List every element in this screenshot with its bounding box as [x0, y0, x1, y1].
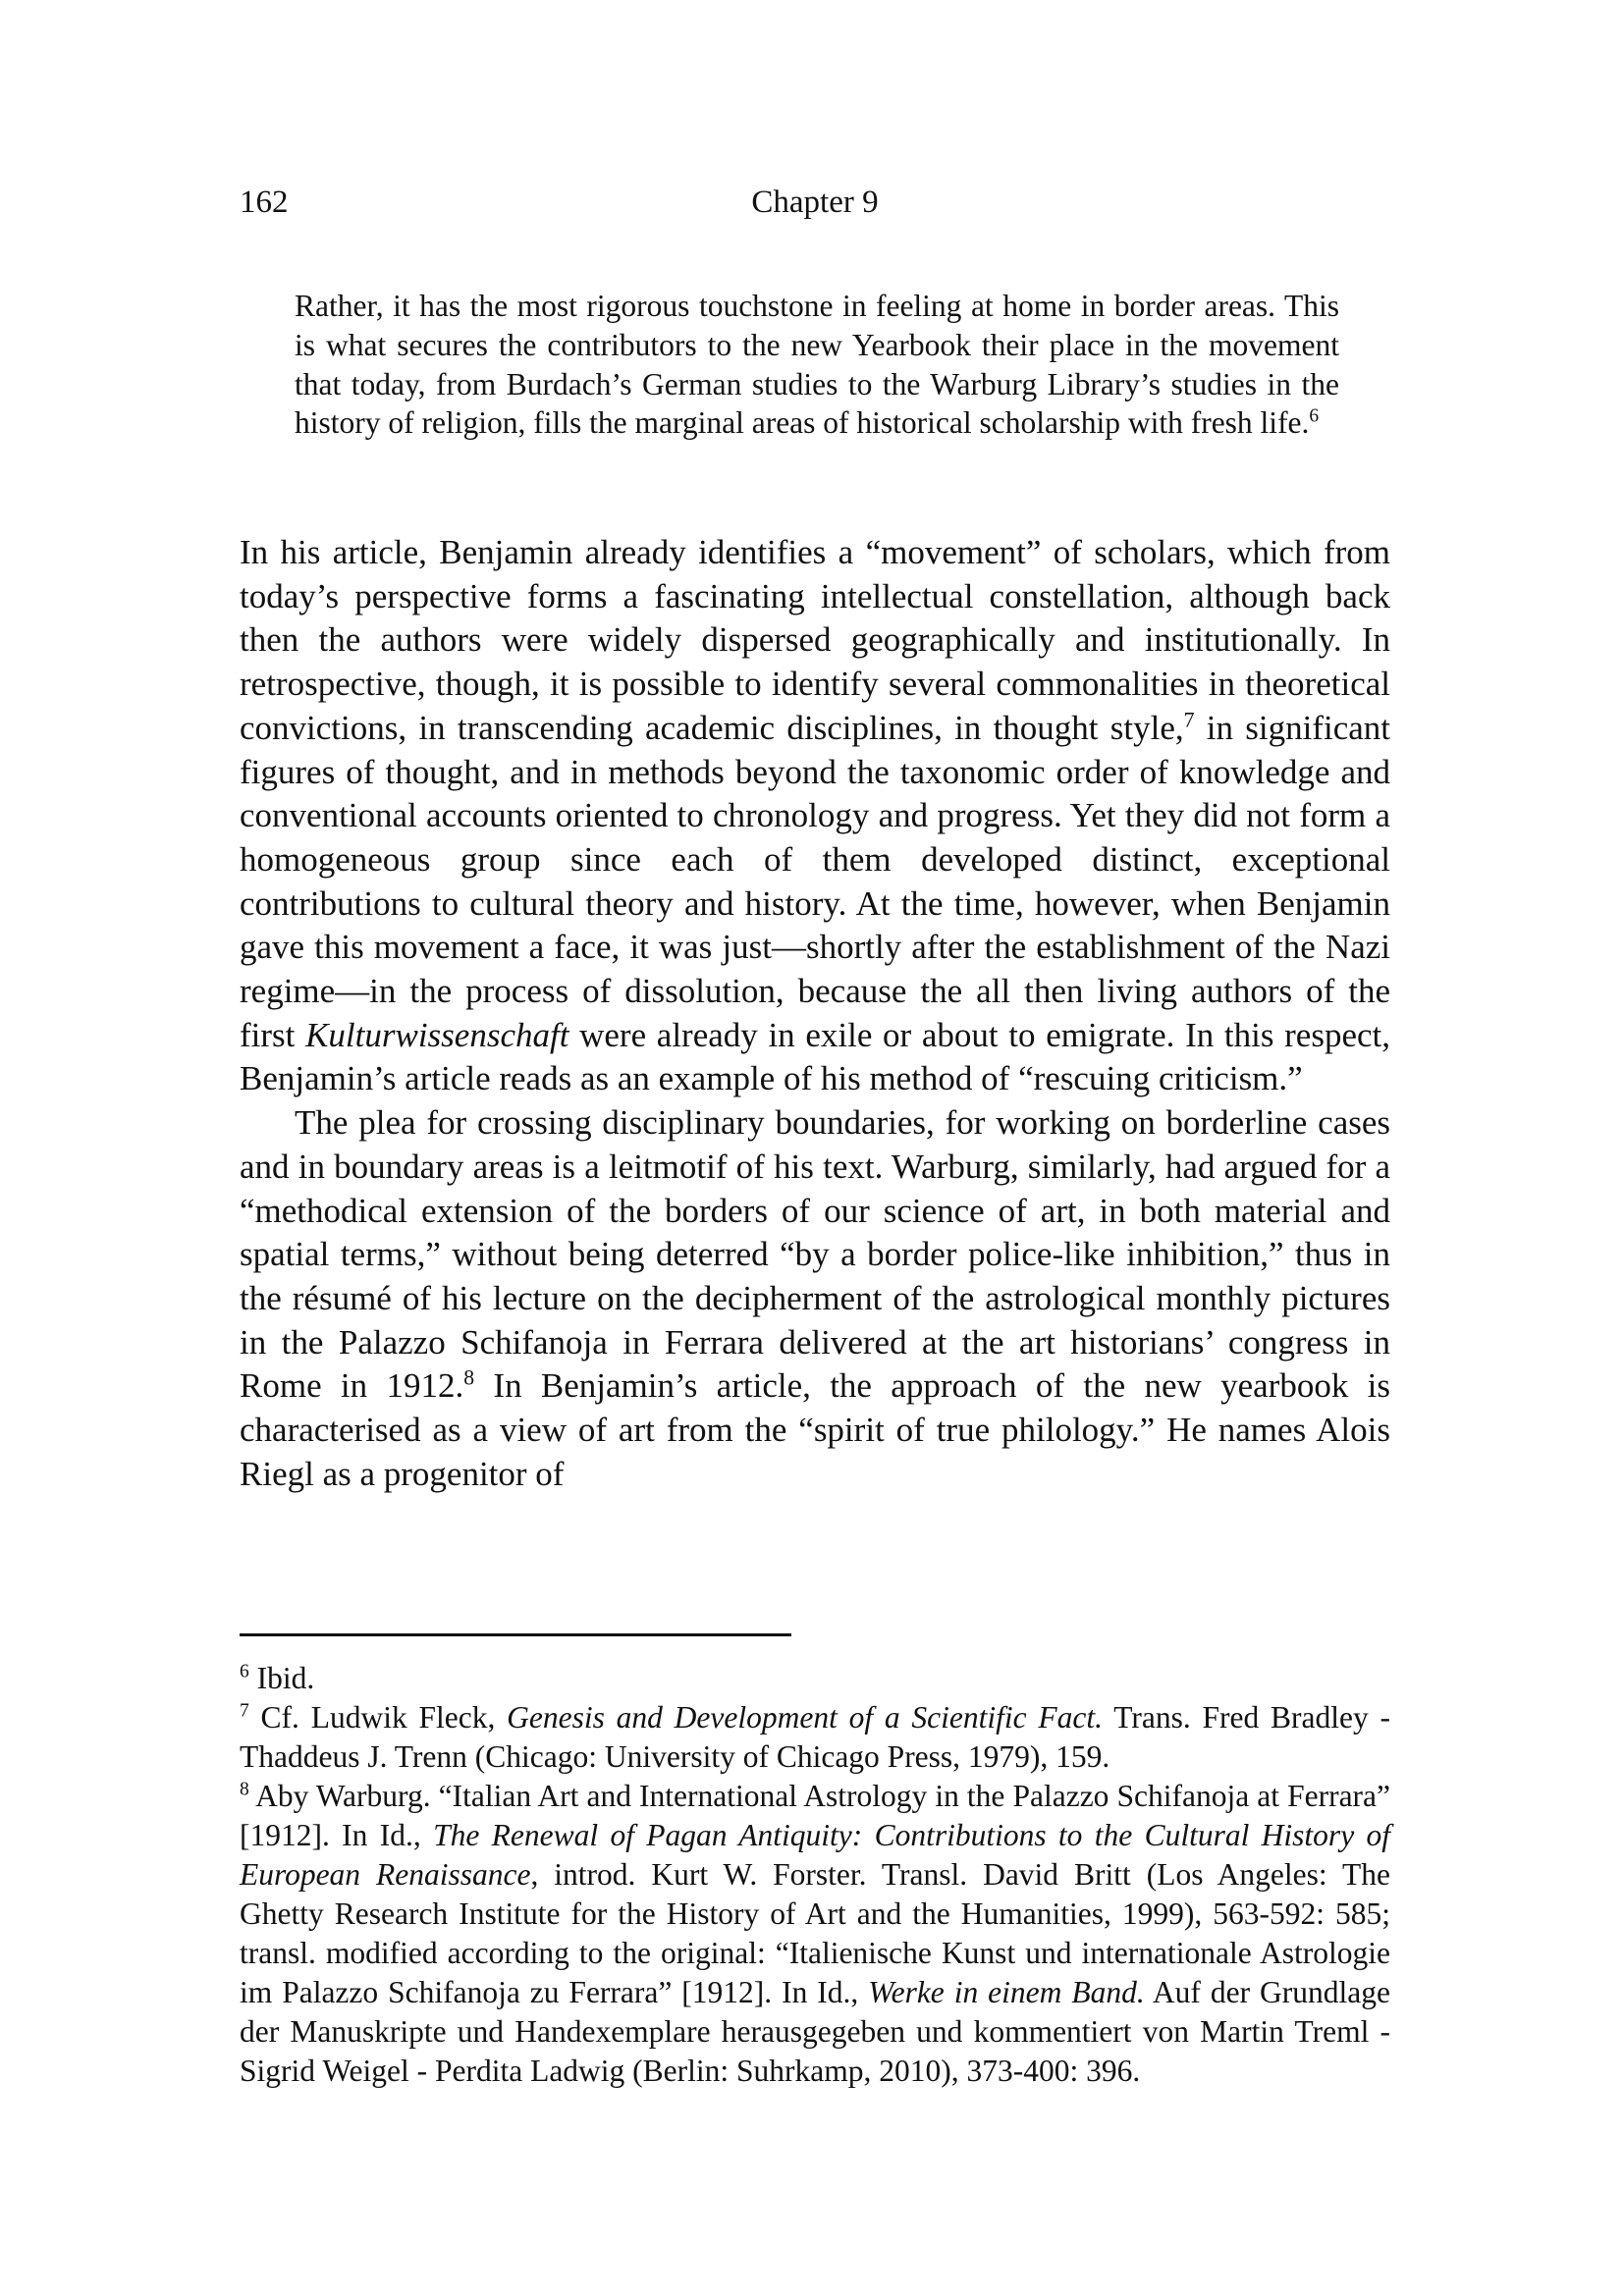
footnote-6-number: 6 — [240, 1661, 249, 1682]
block-quote-text: Rather, it has the most rigorous touchstone in feeling at home in border areas. This is what secures the contributors to the new Yearbook their place in the movement that today, from Burdach’s German studies to the Warburg Library’s studies in the history of religion, fills the marginal areas of historical scholarship with fresh life. — [295, 289, 1339, 441]
footnote-ref-8[interactable]: 8 — [463, 1365, 475, 1390]
footnote-8 — [240, 1777, 1390, 2091]
paragraph-2-text-a: The plea for crossing disciplinary boundaries, for working on borderline cases and in boundary areas is a leitmotif of his text. Warburg, similarly, had argued for a “methodical extension of the borders of our science of art, in both material and spatial terms,” without being deterred “by a border police-like inhibition,” thus in the résumé of his lecture on the decipherment of the astrological monthly pictures in the Palazzo Schifanoja in Ferrara delivered at the art historians’ congress in Rome in 1912. — [240, 1103, 1390, 1406]
running-head: Chapter 9 — [751, 185, 879, 220]
paragraph-2 — [240, 1101, 1390, 1496]
footnote-7-italic-title: Genesis and Development of a Scientific Fact. — [507, 1700, 1103, 1735]
footnote-8-text-a: Aby Warburg. “Italian Art and International Astrology in the Palazzo Schifanoja at Ferrara” [1912]. In Id., — [240, 1779, 1390, 1852]
footnotes — [240, 1659, 1390, 2091]
paragraph-1-text-b: in significant figures of thought, and in methods beyond the taxonomic order of knowledge and conventional accounts oriented to chronology and progress. Yet they did not form a homogeneous group since each of them developed distinct, exceptional contributions to cultural theory and history. At the time, however, when Benjamin gave this movement a face, it was just—shortly after the establishment of the Nazi regime—in the process of dissolution, because the all then living authors of the first — [240, 708, 1390, 1054]
footnote-8-text-c: Auf der Grundlage der Manuskripte und Handexemplare herausgegeben und kommentiert von Martin Treml - Sigrid Weigel - Perdita Ladwig (Berlin: Suhrkamp, 2010), 373-400: 396. — [240, 1975, 1390, 2088]
footnote-6-text: Ibid. — [248, 1661, 315, 1695]
footnote-7-text-a: Cf. Ludwik Fleck, — [248, 1700, 508, 1735]
page-number: 162 — [240, 185, 289, 220]
footnote-7-number: 7 — [240, 1700, 249, 1722]
footnote-ref-6[interactable]: 6 — [1309, 405, 1320, 427]
paragraph-1-italic-term: Kulturwissenschaft — [305, 1015, 569, 1054]
body-text — [240, 531, 1390, 1496]
block-quote — [295, 287, 1339, 443]
footnote-7-text-b: Trans. Fred Bradley - Thaddeus J. Trenn (Chicago: University of Chicago Press, 1979), 159. — [240, 1700, 1390, 1774]
footnote-7 — [240, 1698, 1390, 1777]
footnote-separator — [240, 1633, 791, 1636]
footnote-6 — [240, 1659, 1390, 1698]
paragraph-2-text-b: In Benjamin’s article, the approach of the new yearbook is characterised as a view of art from the “spirit of true philology.” He names Alois Riegl as a progenitor of — [240, 1366, 1390, 1493]
footnote-8-italic-title-1: The Renewal of Pagan Antiquity: Contributions to the Cultural History of European Renaissance — [240, 1818, 1391, 1892]
paragraph-1-text-c: were already in exile or about to emigrate. In this respect, Benjamin’s article reads as an example of his method of “rescuing criticism.” — [240, 1015, 1390, 1098]
paragraph-1-text-a: In his article, Benjamin already identifies a “movement” of scholars, which from today’s perspective forms a fascinating intellectual constellation, although back then the authors were widely dispersed geographically and institutionally. In retrospective, though, it is possible to identify several commonalities in theoretical convictions, in transcending academic disciplines, in thought style, — [240, 533, 1390, 747]
footnote-8-number: 8 — [240, 1779, 249, 1800]
paragraph-1 — [240, 531, 1390, 1101]
footnote-8-text-b: , introd. Kurt W. Forster. Transl. David Britt (Los Angeles: The Ghetty Research Institute for the History of Art and the Humanities, 1999), 563-592: 585; transl. modified according to the original: “Italienische Kunst und internationale Astrologie im Palazzo Schifanoja zu Ferrara” [1912]. In Id., — [240, 1857, 1390, 2009]
page-header — [240, 177, 1390, 228]
footnote-8-italic-title-2: Werke in einem Band. — [868, 1975, 1145, 2009]
footnote-ref-7[interactable]: 7 — [1183, 708, 1195, 732]
